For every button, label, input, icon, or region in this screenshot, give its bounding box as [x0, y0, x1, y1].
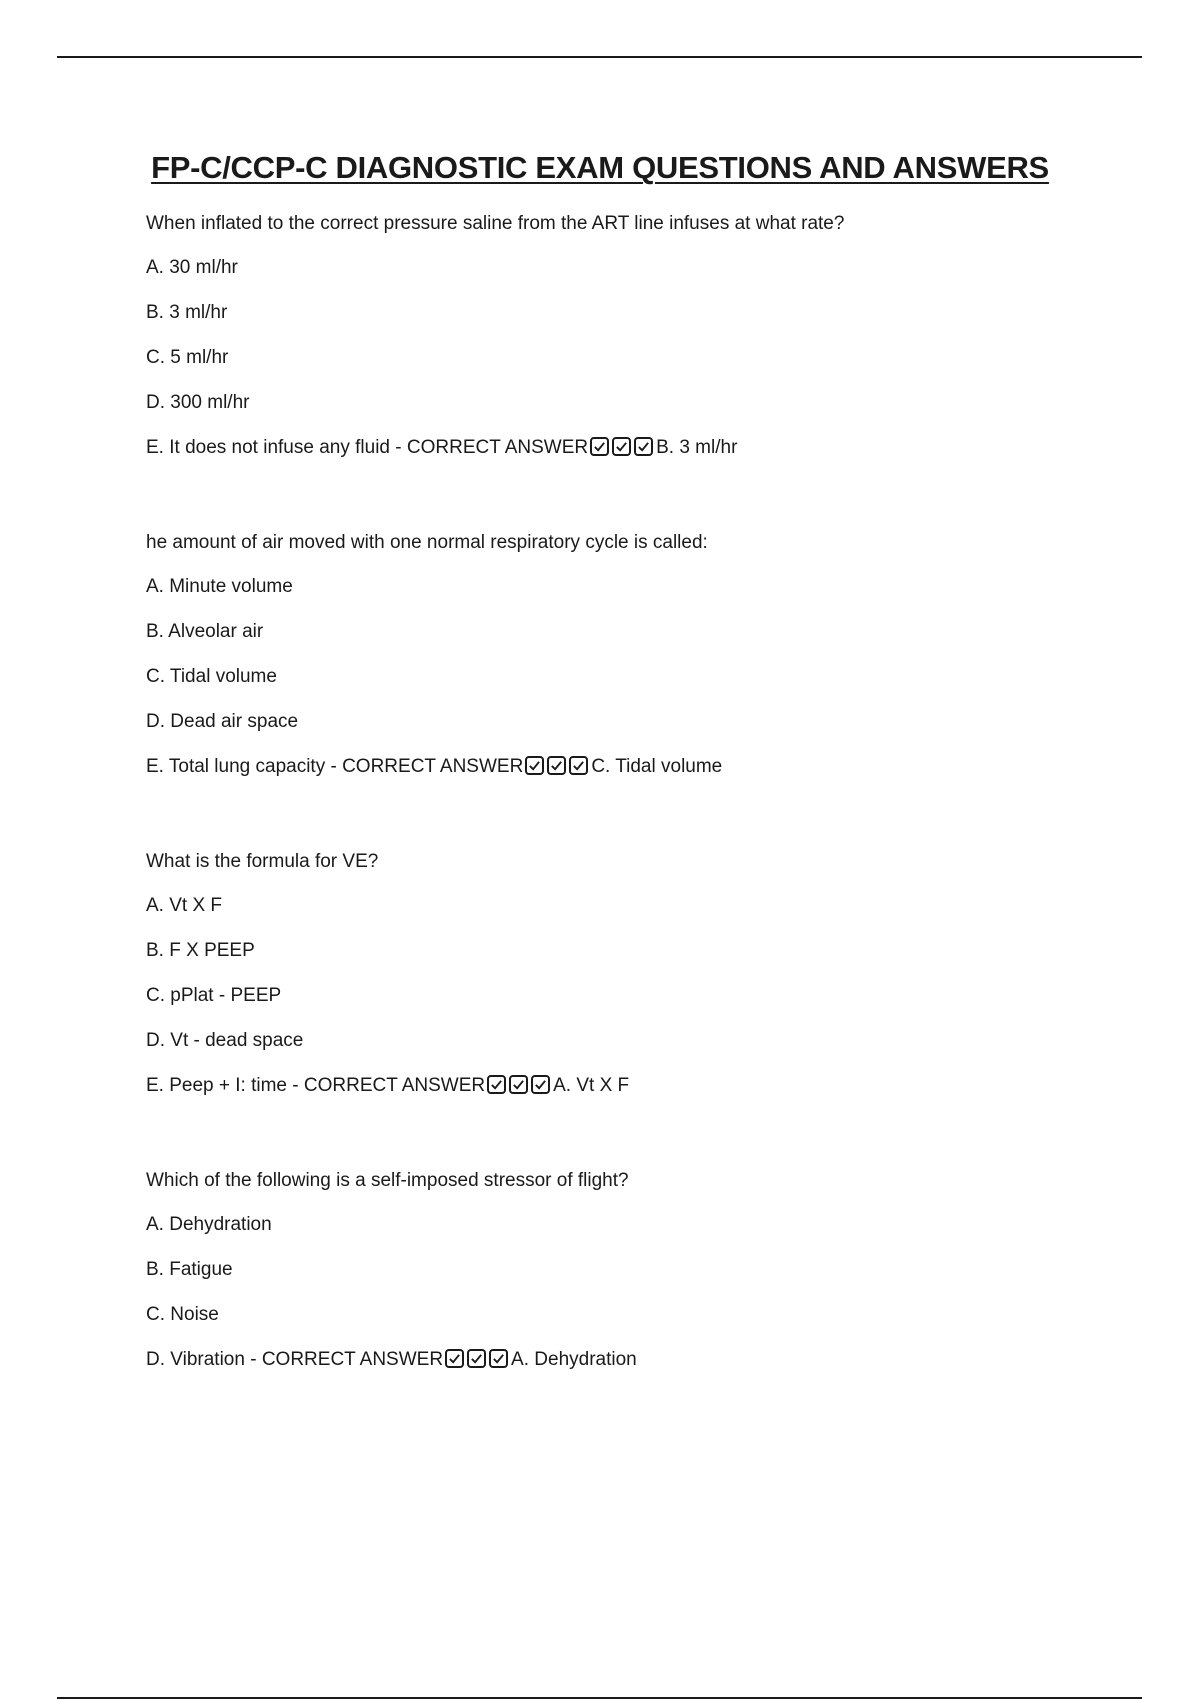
- answer-option: A. 30 ml/hr: [146, 257, 238, 278]
- page-title: FP-C/CCP-C DIAGNOSTIC EXAM QUESTIONS AND ANSWERS: [151, 150, 1049, 185]
- checkbox-checked-icon: [445, 1349, 464, 1368]
- correct-answer-label: - CORRECT ANSWER: [244, 1349, 444, 1370]
- answer-option: C. 5 ml/hr: [146, 347, 229, 368]
- correct-answer-label: - CORRECT ANSWER: [287, 1075, 486, 1096]
- checkbox-checked-icon: [590, 437, 609, 456]
- answer-option: D. Dead air space: [146, 711, 299, 732]
- answer-option: D. 300 ml/hr: [146, 392, 250, 413]
- answer-checkmarks: [525, 753, 591, 781]
- checkbox-checked-icon: [569, 756, 588, 775]
- checkbox-checked-icon: [489, 1349, 508, 1368]
- answer-option: B. 3 ml/hr: [146, 302, 228, 323]
- checkbox-checked-icon: [487, 1075, 506, 1094]
- correct-answer: C. Tidal volume: [591, 756, 723, 777]
- checkbox-checked-icon: [525, 756, 544, 775]
- bottom-divider: [57, 1697, 1142, 1699]
- correct-answer: A. Vt X F: [553, 1075, 630, 1096]
- last-option: E. Peep + I: time: [146, 1075, 287, 1096]
- checkbox-checked-icon: [509, 1075, 528, 1094]
- question-block: [146, 1167, 1146, 1391]
- questions-container: [146, 210, 1146, 1391]
- answer-checkmarks: [445, 1346, 511, 1374]
- answer-option: B. Alveolar air: [146, 621, 264, 642]
- checkbox-checked-icon: [467, 1349, 486, 1368]
- answer-line: [146, 434, 1146, 479]
- correct-answer-label: - CORRECT ANSWER: [325, 756, 524, 777]
- answer-checkmarks: [487, 1072, 553, 1100]
- top-divider: [57, 56, 1142, 58]
- question-prompt: he amount of air moved with one normal respiratory cycle is called:: [146, 532, 708, 553]
- last-option: E. It does not infuse any fluid: [146, 437, 390, 458]
- question-block: [146, 210, 1146, 479]
- answer-line: [146, 1346, 1146, 1391]
- answer-option: A. Dehydration: [146, 1214, 272, 1235]
- answer-checkmarks: [590, 434, 656, 462]
- correct-answer: A. Dehydration: [511, 1349, 637, 1370]
- question-prompt: What is the formula for VE?: [146, 851, 379, 872]
- checkbox-checked-icon: [531, 1075, 550, 1094]
- answer-option: A. Minute volume: [146, 576, 293, 597]
- last-option: E. Total lung capacity: [146, 756, 326, 777]
- answer-option: B. F X PEEP: [146, 940, 255, 961]
- checkbox-checked-icon: [547, 756, 566, 775]
- question-block: [146, 848, 1146, 1117]
- answer-option: D. Vt - dead space: [146, 1030, 304, 1051]
- correct-answer-label: - CORRECT ANSWER: [390, 437, 589, 458]
- answer-option: C. Noise: [146, 1304, 219, 1325]
- answer-option: A. Vt X F: [146, 895, 223, 916]
- question-prompt: When inflated to the correct pressure saline from the ART line infuses at what rate?: [146, 213, 845, 234]
- answer-option: B. Fatigue: [146, 1259, 233, 1280]
- correct-answer: B. 3 ml/hr: [656, 437, 738, 458]
- answer-option: C. pPlat - PEEP: [146, 985, 282, 1006]
- question-block: [146, 529, 1146, 798]
- answer-line: [146, 753, 1146, 798]
- last-option: D. Vibration: [146, 1349, 245, 1370]
- checkbox-checked-icon: [634, 437, 653, 456]
- answer-option: C. Tidal volume: [146, 666, 277, 687]
- answer-line: [146, 1072, 1146, 1117]
- checkbox-checked-icon: [612, 437, 631, 456]
- question-prompt: Which of the following is a self-imposed stressor of flight?: [146, 1170, 629, 1191]
